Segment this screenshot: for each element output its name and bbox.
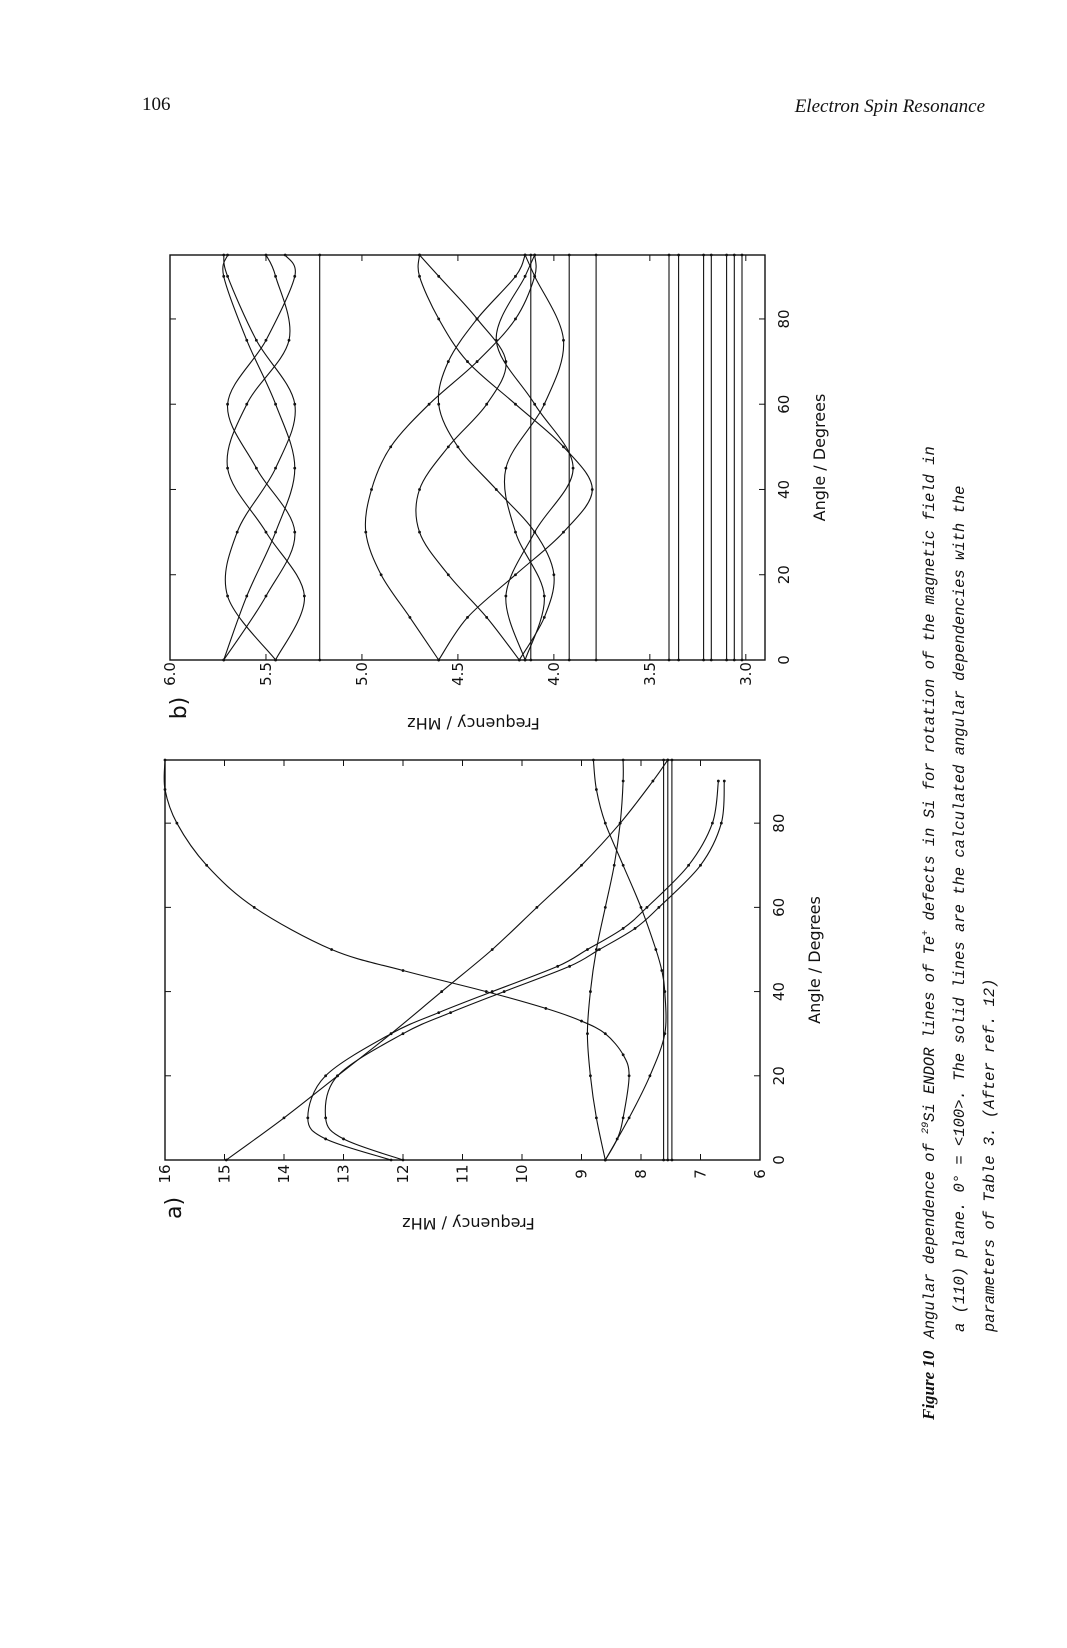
panel-b-series-line bbox=[223, 255, 295, 660]
caption-text: Si ENDOR lines of Te bbox=[921, 935, 939, 1122]
panel-b-data-point bbox=[222, 659, 225, 662]
panel-b-data-point bbox=[265, 531, 268, 534]
panel-b-series-3 bbox=[222, 254, 296, 662]
panel-a-data-point bbox=[622, 759, 625, 762]
panel-b-data-point bbox=[733, 659, 736, 662]
panel-b-data-point bbox=[437, 318, 440, 321]
panel-a-data-point bbox=[622, 780, 625, 783]
panel-b-data-point bbox=[380, 573, 383, 576]
panel-b-data-point bbox=[529, 254, 532, 257]
panel-a-series-1 bbox=[225, 759, 669, 1162]
panel-a-freq-tick-label: 12 bbox=[394, 1164, 412, 1184]
panel-a-data-point bbox=[723, 780, 726, 783]
panel-a-data-point bbox=[336, 1074, 339, 1077]
panel-a-series-4 bbox=[592, 759, 666, 1162]
panel-b-data-point bbox=[733, 254, 736, 257]
panel-b-data-point bbox=[466, 616, 469, 619]
panel-a-data-point bbox=[622, 927, 625, 930]
panel-b-data-point bbox=[710, 254, 713, 257]
panel-a-data-point bbox=[711, 822, 714, 825]
panel-b-data-point bbox=[518, 659, 521, 662]
panel-a-angle-tick-label: 0 bbox=[770, 1155, 788, 1165]
panel-a-data-point bbox=[595, 1116, 598, 1119]
panel-a-y-axis-title: Frequency / MHz bbox=[402, 1214, 535, 1233]
panel-b-data-point bbox=[677, 254, 680, 257]
panel-b-data-point bbox=[245, 339, 248, 342]
panel-b-data-point bbox=[485, 616, 488, 619]
panel-b-data-point bbox=[741, 659, 744, 662]
panel-a-data-point bbox=[402, 1032, 405, 1035]
panel-b-series-line bbox=[418, 255, 592, 660]
panel-a-series-line bbox=[593, 760, 666, 1160]
panel-b-data-point bbox=[255, 467, 258, 470]
panel-b-y-axis-title: Frequency / MHz bbox=[407, 714, 540, 733]
panel-b-series-line bbox=[438, 255, 554, 660]
panel-b-series-line bbox=[224, 255, 296, 660]
panel-a-data-point bbox=[720, 822, 723, 825]
panel-a-data-point bbox=[604, 1159, 607, 1162]
panel-a-angle-tick-label: 60 bbox=[770, 897, 788, 917]
panel-b-series-21 bbox=[741, 254, 744, 662]
panel-b-data-point bbox=[504, 595, 507, 598]
panel-b-data-point bbox=[418, 488, 421, 491]
caption-text: Angular dependence of bbox=[921, 1133, 939, 1339]
panel-b-angle-tick-label: 20 bbox=[775, 565, 793, 585]
panel-b-data-point bbox=[514, 403, 517, 406]
panel-b-data-point bbox=[524, 275, 527, 278]
panel-b-series-10 bbox=[495, 254, 575, 662]
panel-b-series-20 bbox=[733, 254, 736, 662]
panel-b-data-point bbox=[303, 595, 306, 598]
panel-a-chart bbox=[150, 750, 824, 1250]
panel-b-series-11 bbox=[504, 254, 564, 662]
panel-b-data-point bbox=[514, 275, 517, 278]
panel-a-series-2 bbox=[306, 780, 719, 1162]
panel-a-data-point bbox=[164, 788, 167, 791]
panel-a-data-point bbox=[662, 759, 665, 762]
panel-b-data-point bbox=[293, 403, 296, 406]
panel-b-data-point bbox=[710, 659, 713, 662]
panel-a-series-7 bbox=[662, 759, 665, 1162]
panel-b-data-point bbox=[562, 445, 565, 448]
panel-b-data-point bbox=[274, 403, 277, 406]
panel-b-series-line bbox=[416, 255, 519, 660]
panel-b-data-point bbox=[447, 360, 450, 363]
panel-a-data-point bbox=[666, 1159, 669, 1162]
panel-b-data-point bbox=[677, 659, 680, 662]
panel-b-freq-tick-label: 5.5 bbox=[256, 662, 275, 686]
panel-a-data-point bbox=[613, 864, 616, 867]
page-number: 106 bbox=[142, 94, 171, 115]
panel-b-data-point bbox=[265, 595, 268, 598]
panel-b-series-14 bbox=[595, 254, 598, 662]
panel-a-data-point bbox=[568, 965, 571, 968]
panel-b-series-16 bbox=[677, 254, 680, 662]
panel-b-data-point bbox=[524, 659, 527, 662]
caption-line-3: parameters of Table 3. (After ref. 12) bbox=[981, 978, 999, 1332]
panel-b-series-line bbox=[496, 255, 573, 660]
panel-b-data-point bbox=[437, 659, 440, 662]
panel-a-angle-tick-label: 20 bbox=[770, 1066, 788, 1086]
panel-a-freq-tick-label: 11 bbox=[453, 1164, 472, 1184]
panel-b-freq-tick-label: 4.0 bbox=[544, 662, 563, 686]
panel-a-series-line bbox=[308, 781, 719, 1160]
panel-b-data-point bbox=[533, 531, 536, 534]
panel-b-data-point bbox=[226, 254, 229, 257]
panel-b-data-point bbox=[495, 339, 498, 342]
panel-a-data-point bbox=[503, 990, 506, 993]
panel-b-data-point bbox=[222, 275, 225, 278]
panel-b-data-point bbox=[552, 573, 555, 576]
panel-b-data-point bbox=[409, 616, 412, 619]
panel-a-data-point bbox=[402, 969, 405, 972]
panel-b-data-point bbox=[255, 339, 258, 342]
panel-b-series-17 bbox=[702, 254, 705, 662]
panel-a-data-point bbox=[324, 1074, 327, 1077]
panel-b-data-point bbox=[428, 403, 431, 406]
panel-a-freq-tick-label: 6 bbox=[751, 1169, 769, 1179]
panel-b-data-point bbox=[562, 339, 565, 342]
panel-a-data-point bbox=[622, 1116, 625, 1119]
panel-b-data-point bbox=[457, 445, 460, 448]
panel-b-data-point bbox=[418, 254, 421, 257]
panel-b-data-point bbox=[245, 403, 248, 406]
panel-a-data-point bbox=[592, 759, 595, 762]
panel-a-data-point bbox=[205, 864, 208, 867]
panel-a-data-point bbox=[640, 906, 643, 909]
panel-b-data-point bbox=[236, 531, 239, 534]
panel-b-data-point bbox=[529, 659, 532, 662]
panel-b-series-line bbox=[504, 255, 563, 660]
panel-b-freq-tick-label: 6.0 bbox=[161, 662, 179, 686]
panel-a-series-9 bbox=[671, 759, 674, 1162]
panel-a-data-point bbox=[622, 864, 625, 867]
panel-a-data-point bbox=[595, 788, 598, 791]
panel-b-series-line bbox=[365, 255, 536, 660]
panel-b-data-point bbox=[725, 659, 728, 662]
panel-b-data-point bbox=[595, 254, 598, 257]
panel-b-data-point bbox=[226, 275, 229, 278]
panel-a-data-point bbox=[657, 906, 660, 909]
panel-b-data-point bbox=[543, 595, 546, 598]
panel-b-series-18 bbox=[710, 254, 713, 662]
panel-a-series-6 bbox=[586, 759, 624, 1162]
panel-b-data-point bbox=[668, 659, 671, 662]
panel-a-freq-tick-label: 16 bbox=[156, 1164, 174, 1184]
caption-superscript: 29 bbox=[921, 1121, 932, 1134]
panel-b-series-9 bbox=[437, 254, 555, 662]
panel-b-angle-tick-label: 40 bbox=[775, 479, 793, 500]
panel-b-data-point bbox=[293, 275, 296, 278]
running-head: Electron Spin Resonance bbox=[794, 96, 985, 117]
panel-a-freq-tick-label: 13 bbox=[334, 1164, 353, 1184]
panel-a-data-point bbox=[646, 906, 649, 909]
panel-a-data-point bbox=[687, 864, 690, 867]
panel-b-angle-tick-label: 80 bbox=[775, 309, 793, 329]
panel-b-data-point bbox=[437, 275, 440, 278]
panel-b-series-8 bbox=[416, 254, 521, 662]
panel-a-freq-tick-label: 7 bbox=[691, 1169, 710, 1179]
panel-b-data-point bbox=[245, 595, 248, 598]
caption-superscript: + bbox=[921, 929, 932, 936]
panel-b-data-point bbox=[595, 659, 598, 662]
panel-a-series-line bbox=[164, 760, 629, 1160]
panel-b-series-13 bbox=[568, 254, 571, 662]
panel-b-data-point bbox=[533, 403, 536, 406]
panel-a-data-point bbox=[402, 1159, 405, 1162]
panel-a-freq-tick-label: 9 bbox=[572, 1169, 591, 1179]
panel-a-data-point bbox=[324, 1138, 327, 1141]
panel-b-data-point bbox=[543, 403, 546, 406]
figure-label: Figure 10 bbox=[919, 1350, 938, 1420]
panel-a-data-point bbox=[390, 1032, 393, 1035]
caption-line-2: a (110) plane. 0° = <100>. The solid lines are the calculated angular dependencies with the bbox=[951, 485, 969, 1332]
panel-b-data-point bbox=[568, 659, 571, 662]
panel-a-data-point bbox=[491, 948, 494, 951]
panel-b-data-point bbox=[293, 531, 296, 534]
panel-b-data-point bbox=[226, 595, 229, 598]
panel-b-data-point bbox=[437, 403, 440, 406]
panel-a-data-point bbox=[390, 1159, 393, 1162]
panel-b-data-point bbox=[418, 275, 421, 278]
panel-a-freq-tick-label: 10 bbox=[513, 1164, 531, 1184]
panel-a-data-point bbox=[654, 948, 657, 951]
panel-b-data-point bbox=[389, 445, 392, 448]
panel-b-data-point bbox=[495, 488, 498, 491]
panel-b-series-12 bbox=[529, 254, 532, 662]
panel-b-data-point bbox=[702, 254, 705, 257]
panel-b-data-point bbox=[370, 488, 373, 491]
panel-b-series-1 bbox=[318, 254, 321, 662]
panel-a-data-point bbox=[589, 990, 592, 993]
panel-a-data-point bbox=[586, 948, 589, 951]
panel-a-data-point bbox=[604, 906, 607, 909]
panel-a-data-point bbox=[437, 1011, 440, 1014]
panel-b-data-point bbox=[476, 360, 479, 363]
panel-b-data-point bbox=[504, 467, 507, 470]
panel-b-data-point bbox=[702, 659, 705, 662]
panel-a-series-3 bbox=[324, 780, 725, 1162]
panel-a-data-point bbox=[586, 1032, 589, 1035]
panel-b-data-point bbox=[514, 318, 517, 321]
panel-b-data-point bbox=[226, 467, 229, 470]
panel-b-data-point bbox=[288, 339, 291, 342]
panel-a-freq-tick-label: 14 bbox=[275, 1164, 293, 1184]
panel-b-data-point bbox=[572, 467, 575, 470]
panel-b-data-point bbox=[274, 275, 277, 278]
panel-a-data-point bbox=[283, 1116, 286, 1119]
panel-b-data-point bbox=[668, 254, 671, 257]
panel-b-data-point bbox=[318, 659, 321, 662]
panel-a-data-point bbox=[589, 1074, 592, 1077]
panel-b-data-point bbox=[725, 254, 728, 257]
panel-a-data-point bbox=[619, 822, 622, 825]
panel-b-series-2 bbox=[222, 254, 296, 662]
panel-a-data-point bbox=[556, 965, 559, 968]
panel-b-freq-tick-label: 3.5 bbox=[640, 662, 659, 686]
panel-a-data-point bbox=[649, 1074, 652, 1077]
panel-b-data-point bbox=[447, 573, 450, 576]
panel-a-data-point bbox=[440, 990, 443, 993]
panel-a-data-point bbox=[580, 1020, 583, 1023]
panel-b-series-19 bbox=[725, 254, 728, 662]
panel-a-data-point bbox=[342, 1138, 345, 1141]
panel-b-freq-tick-label: 3.0 bbox=[736, 662, 755, 686]
panel-b-data-point bbox=[274, 467, 277, 470]
panel-a-data-point bbox=[671, 759, 674, 762]
panel-a-plot-frame bbox=[165, 760, 760, 1160]
panel-a-data-point bbox=[634, 927, 637, 930]
panel-b-data-point bbox=[514, 531, 517, 534]
panel-a-data-point bbox=[660, 969, 663, 972]
panel-b-series-line bbox=[224, 255, 296, 660]
panel-a-angle-tick-label: 80 bbox=[770, 813, 788, 833]
panel-a-x-axis-title: Angle / Degrees bbox=[805, 896, 824, 1024]
panel-b-data-point bbox=[514, 573, 517, 576]
panel-b-data-point bbox=[364, 531, 367, 534]
panel-a-data-point bbox=[622, 1053, 625, 1056]
panel-a-series-line bbox=[587, 760, 623, 1160]
panel-b-data-point bbox=[274, 659, 277, 662]
panel-a-data-point bbox=[662, 1159, 665, 1162]
panel-a-data-point bbox=[717, 780, 720, 783]
panel-a-data-point bbox=[598, 948, 601, 951]
panel-a-data-point bbox=[595, 948, 598, 951]
panel-b-series-15 bbox=[668, 254, 671, 662]
panel-a-data-point bbox=[628, 1074, 631, 1077]
panel-b-data-point bbox=[533, 254, 536, 257]
panel-b-plot-frame bbox=[170, 255, 765, 660]
panel-a-data-point bbox=[225, 1159, 228, 1162]
panel-a-freq-tick-label: 15 bbox=[215, 1164, 234, 1184]
panel-a-data-point bbox=[699, 864, 702, 867]
panel-a-data-point bbox=[628, 1116, 631, 1119]
panel-b-series-line bbox=[227, 255, 304, 660]
panel-b-data-point bbox=[265, 254, 268, 257]
panel-b-angle-tick-label: 0 bbox=[775, 655, 793, 665]
panel-a-series-5 bbox=[164, 759, 631, 1162]
panel-a-series-line bbox=[325, 781, 724, 1160]
panel-a-series-line bbox=[226, 760, 668, 1160]
panel-b-data-point bbox=[318, 254, 321, 257]
panel-a-data-point bbox=[604, 822, 607, 825]
panel-b-data-point bbox=[226, 403, 229, 406]
panel-a-data-point bbox=[176, 822, 179, 825]
panel-a-panel-label: a) bbox=[162, 1196, 187, 1220]
panel-a-data-point bbox=[306, 1116, 309, 1119]
panel-b-angle-tick-label: 60 bbox=[775, 394, 793, 414]
panel-b-data-point bbox=[293, 467, 296, 470]
panel-a-data-point bbox=[485, 990, 488, 993]
panel-b-data-point bbox=[274, 531, 277, 534]
panel-a-data-point bbox=[535, 906, 538, 909]
panel-a-data-point bbox=[671, 1159, 674, 1162]
panel-b-data-point bbox=[222, 254, 225, 257]
panel-b-freq-tick-label: 5.0 bbox=[352, 662, 371, 686]
panel-a-data-point bbox=[604, 1032, 607, 1035]
panel-b-data-point bbox=[524, 254, 527, 257]
panel-a-data-point bbox=[253, 906, 256, 909]
panel-b-data-point bbox=[568, 254, 571, 257]
panel-b-data-point bbox=[466, 360, 469, 363]
panel-b-series-4 bbox=[222, 254, 296, 662]
panel-a-data-point bbox=[544, 1007, 547, 1010]
panel-b-data-point bbox=[284, 254, 287, 257]
panel-b-panel-label: b) bbox=[167, 696, 192, 720]
panel-b-chart bbox=[150, 240, 829, 740]
panel-b-data-point bbox=[543, 616, 546, 619]
panel-b-data-point bbox=[447, 445, 450, 448]
panel-b-data-point bbox=[562, 531, 565, 534]
caption-text: defects in Si for rotation of the magnetic field in bbox=[921, 446, 939, 930]
panel-b-data-point bbox=[485, 403, 488, 406]
panel-a-freq-tick-label: 8 bbox=[632, 1169, 650, 1179]
panel-a-data-point bbox=[449, 1011, 452, 1014]
panel-b-data-point bbox=[265, 339, 268, 342]
panel-a-data-point bbox=[330, 948, 333, 951]
panel-a-data-point bbox=[580, 864, 583, 867]
panel-a-data-point bbox=[324, 1116, 327, 1119]
panel-b-data-point bbox=[591, 488, 594, 491]
panel-b-freq-tick-label: 4.5 bbox=[448, 662, 467, 686]
panel-a-angle-tick-label: 40 bbox=[770, 982, 788, 1002]
panel-a-data-point bbox=[666, 759, 669, 762]
panel-a-data-point bbox=[616, 1138, 619, 1141]
panel-b-data-point bbox=[533, 275, 536, 278]
panel-b-x-axis-title: Angle / Degrees bbox=[810, 393, 829, 522]
panel-a-data-point bbox=[652, 780, 655, 783]
panel-b-data-point bbox=[476, 318, 479, 321]
panel-a-series-8 bbox=[666, 759, 669, 1162]
panel-b-data-point bbox=[741, 254, 744, 257]
panel-b-data-point bbox=[418, 531, 421, 534]
panel-a-data-point bbox=[164, 759, 167, 762]
